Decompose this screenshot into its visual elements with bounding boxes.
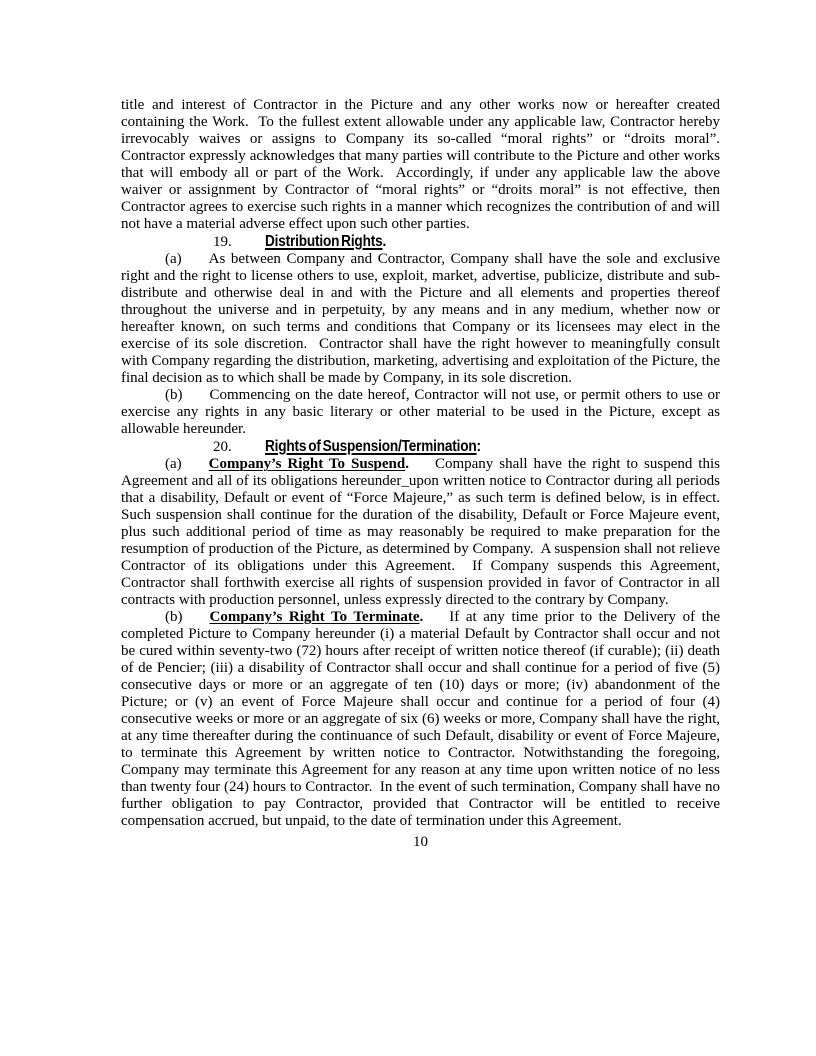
section-20-title-group bbox=[265, 438, 481, 455]
paragraph-20a-subheading-suffix: . bbox=[405, 456, 409, 472]
section-19-heading bbox=[121, 233, 720, 251]
intro-paragraph-text: title and interest of Contractor in the Picture and any other works now or hereafter created containing the Work. To the fullest extent allowable under any applicable law, Contractor hereby irrevocably waives or assigns to Company its so-called “moral rights” or “droits moral”. Contractor expressly acknowledges that many parties will contribute to the Picture and other works that will embody all or part of the Work. Accordingly, if under any applicable law the above waiver or assignment by Contractor of “moral rights” or “droits moral” is not effective, then Contractor agrees to exercise such rights in a manner which recognizes the contribution of and will not have a material adverse effect upon such other parties. bbox=[121, 97, 728, 232]
paragraph-19b-text: Commencing on the date hereof, Contractor will not use, or permit others to use or exercise any rights in any basic literary or other material to be used in the Picture, except as allowable hereunder. bbox=[121, 387, 724, 437]
paragraph-20b-subheading: Company’s Right To Terminate bbox=[209, 609, 420, 625]
paragraph-20a-letter: (a) bbox=[165, 456, 182, 472]
section-19-number: 19. bbox=[213, 234, 232, 250]
paragraph-20b-subheading-suffix: . bbox=[419, 609, 424, 625]
paragraph-19a-text: As between Company and Contractor, Company shall have the sole and exclusive right and the right to license others to use, exploit, market, advertise, publicize, distribute and sub-distribute and otherwise deal in and with the Picture and all elements and properties thereof throughout the universe and in perpetuity, by any means and in any medium, whether now or hereafter known, on such terms and conditions that Company or its licensees may elect in the exercise of its sole discretion. Contractor shall have the right however to meaningfully consult with Company regarding the distribution, marketing, advertising and exploitation of the Picture, the final decision as to which shall be made by Company, in its sole discretion. bbox=[121, 251, 724, 386]
page-content bbox=[121, 97, 728, 851]
section-19-title-suffix: . bbox=[382, 233, 387, 250]
section-20-heading bbox=[121, 438, 720, 456]
section-19-title-group bbox=[265, 233, 386, 250]
section-19-title: Distribution Rights bbox=[265, 233, 383, 250]
paragraph-19a-letter: (a) bbox=[165, 251, 182, 267]
paragraph-20a-subheading: Company’s Right To Suspend bbox=[208, 456, 406, 472]
section-20-number: 20. bbox=[213, 439, 232, 455]
page-number: 10 bbox=[413, 834, 428, 850]
section-20-title-suffix: : bbox=[476, 438, 481, 455]
section-20-title: Rights of Suspension/Termination bbox=[265, 438, 477, 455]
paragraph-19b bbox=[121, 387, 724, 438]
paragraph-19a bbox=[121, 251, 724, 387]
paragraph-19b-letter: (b) bbox=[165, 387, 183, 403]
paragraph-20a-text: Company shall have the right to suspend this Agreement and all of its obligations hereunder_upon written notice to Contractor during all periods that a disability, Default or event of “Force Majeure,” as such term is defined below, is in effect. Such suspension shall continue for the duration of the disability, Default or Force Majeure event, plus such additional period of time as may reasonably be required to make preparation for the resumption of production of the Picture, as determined by Company. A suspension shall not relieve Contractor of its obligations under this Agreement. If Company suspends this Agreement, Contractor shall forthwith exercise all rights of suspension provided in favor of Contractor in all contracts with production personnel, unless expressly directed to the contrary by Company. bbox=[121, 456, 724, 608]
intro-paragraph bbox=[121, 97, 728, 233]
paragraph-20a bbox=[121, 456, 724, 609]
paragraph-20b bbox=[121, 609, 724, 830]
paragraph-20b-text: If at any time prior to the Delivery of the completed Picture to Company hereunder (i) a material Default by Contractor shall occur and not be cured within seventy-two (72) hours after receipt of written notice thereof (if curable); (ii) death of de Pencier; (iii) a disability of Contractor shall occur and shall continue for a period of five (5) consecutive days or more or an aggregate of ten (10) days or more; (iv) abandonment of the Picture; or (v) an event of Force Majeure shall occur and continue for a period of four (4) consecutive weeks or more or an aggregate of six (6) weeks or more, Company shall have the right, at any time thereafter during the continuance of such Default, disability or event of Force Majeure, to terminate this Agreement by written notice to Contractor. Notwithstanding the foregoing, Company may terminate this Agreement for any reason at any time upon written notice of no less than twenty four (24) hours to Contractor. In the event of such termination, Company shall have no further obligation to pay Contractor, provided that Contractor will be entitled to receive compensation accrued, but unpaid, to the date of termination under this Agreement. bbox=[121, 609, 724, 829]
paragraph-20b-letter: (b) bbox=[165, 609, 183, 625]
